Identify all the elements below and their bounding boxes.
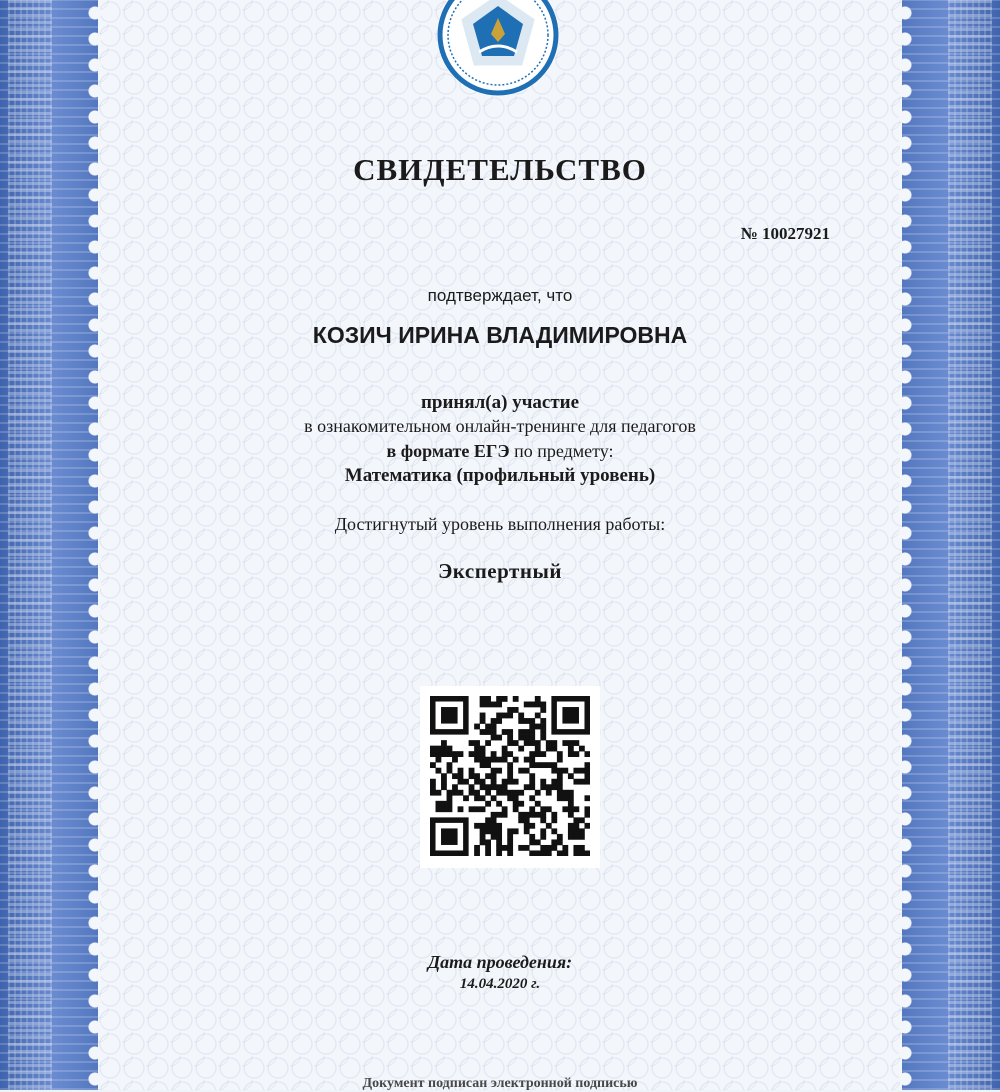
subject-name: Математика (профильный уровень) bbox=[344, 465, 656, 486]
qr-code-icon bbox=[430, 696, 590, 856]
date-label: Дата проведения: bbox=[427, 952, 573, 972]
qr-code[interactable] bbox=[420, 686, 600, 868]
participation-line: принял(а) участие bbox=[420, 392, 580, 413]
achievement-label: Достигнутый уровень выполнения работы: bbox=[334, 514, 666, 534]
certificate-number: № 10027921 bbox=[740, 224, 830, 243]
footer-note: Документ подписан электронной подписью bbox=[362, 1076, 638, 1091]
organization-logo-icon bbox=[435, 0, 561, 98]
achievement-value: Экспертный bbox=[438, 559, 562, 583]
certificate-title: СВИДЕТЕЛЬСТВО bbox=[353, 152, 647, 187]
exam-format-rest: по предмету: bbox=[509, 441, 614, 461]
exam-format-line bbox=[0, 441, 1000, 462]
exam-format-bold: в формате ЕГЭ bbox=[386, 441, 510, 461]
recipient-name: КОЗИЧ ИРИНА ВЛАДИМИРОВНА bbox=[312, 322, 688, 348]
training-description: в ознакомительном онлайн-тренинге для педагогов bbox=[304, 416, 696, 436]
date-value: 14.04.2020 г. bbox=[459, 976, 541, 992]
confirms-text: подтверждает, что bbox=[427, 286, 573, 305]
